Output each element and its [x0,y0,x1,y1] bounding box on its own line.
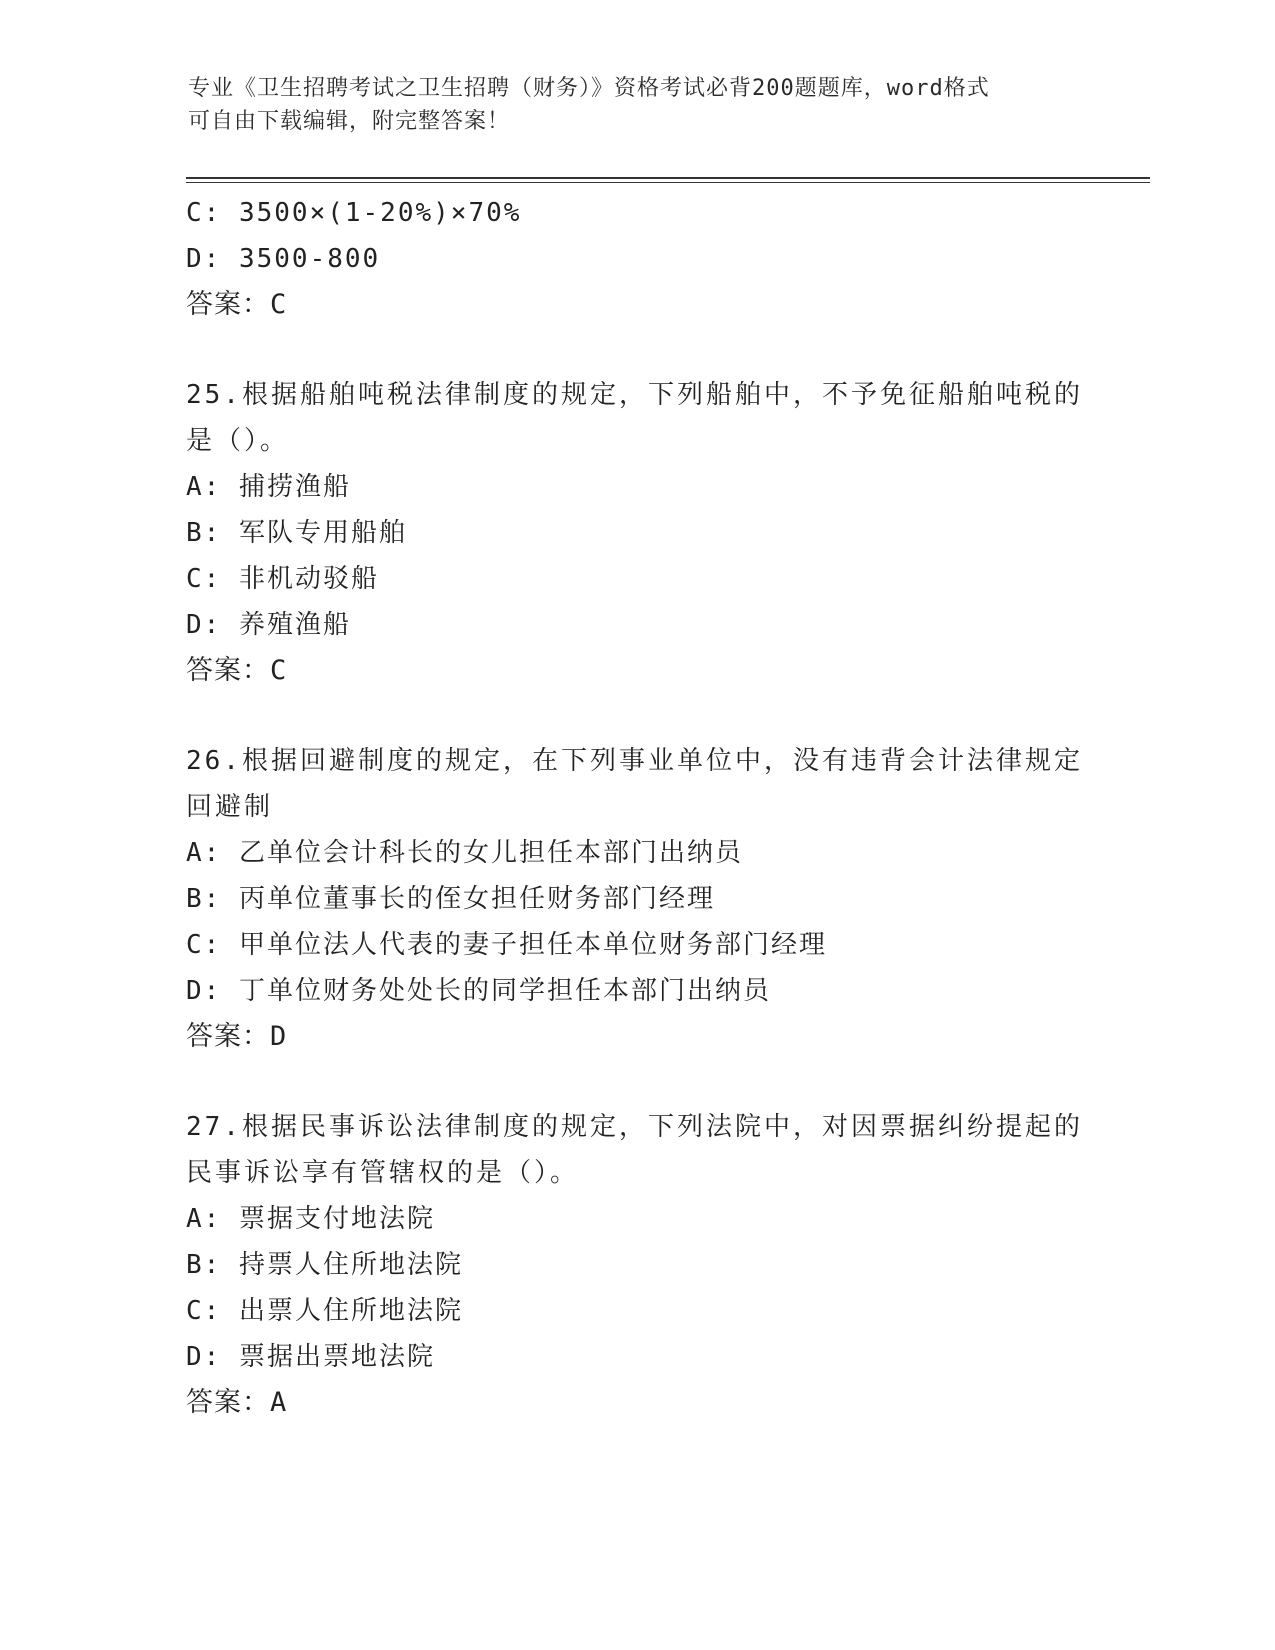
spacer [186,1060,1086,1104]
question-24-continued [186,190,1086,328]
option-d: D: 3500-800 [186,244,381,274]
answer-line [186,648,1086,694]
question-25 [186,372,1086,694]
answer-line [186,1380,1086,1426]
option-a: A: 乙单位会计科长的女儿担任本部门出纳员 [186,838,743,868]
option-c: C: 非机动驳船 [186,564,379,594]
spacer [186,328,1086,372]
answer-label: 答案： [186,289,270,320]
answer-value: D [270,1021,288,1052]
answer-line [186,1014,1086,1060]
option-d: D: 丁单位财务处处长的同学担任本部门出纳员 [186,976,771,1006]
header-line-2: 可自由下载编辑，附完整答案！ [188,109,511,134]
option-a: A: 捕捞渔船 [186,472,351,502]
question-27 [186,1104,1086,1426]
header-divider-thin [186,182,1150,183]
option-b: B: 军队专用船舶 [186,518,407,548]
option-b: B: 丙单位董事长的侄女担任财务部门经理 [186,884,715,914]
option-d: D: 养殖渔船 [186,610,351,640]
question-text: 26.根据回避制度的规定，在下列事业单位中，没有违背会计法律规定回避制 [186,746,1083,822]
option-a: A: 票据支付地法院 [186,1204,435,1234]
answer-value: A [270,1387,288,1418]
question-text: 25.根据船舶吨税法律制度的规定，下列船舶中，不予免征船舶吨税的是（）。 [186,380,1083,456]
option-c: C: 出票人住所地法院 [186,1296,463,1326]
answer-value: C [270,655,288,686]
option-c: C: 甲单位法人代表的妻子担任本单位财务部门经理 [186,930,827,960]
option-d: D: 票据出票地法院 [186,1342,435,1372]
answer-label: 答案： [186,655,270,686]
spacer [186,694,1086,738]
question-text: 27.根据民事诉讼法律制度的规定，下列法院中，对因票据纠纷提起的民事诉讼享有管辖权的是（）。 [186,1112,1083,1188]
option-c: C: 3500×(1-20%)×70% [186,198,522,228]
header-line-1: 专业《卫生招聘考试之卫生招聘（财务）》资格考试必背200题题库，word格式 [188,76,990,101]
document-body [186,190,1086,1426]
answer-line [186,282,1086,328]
header-divider [186,177,1150,179]
answer-value: C [270,289,288,320]
answer-label: 答案： [186,1387,270,1418]
option-b: B: 持票人住所地法院 [186,1250,463,1280]
answer-label: 答案： [186,1021,270,1052]
question-26 [186,738,1086,1060]
page-header [188,72,1068,138]
